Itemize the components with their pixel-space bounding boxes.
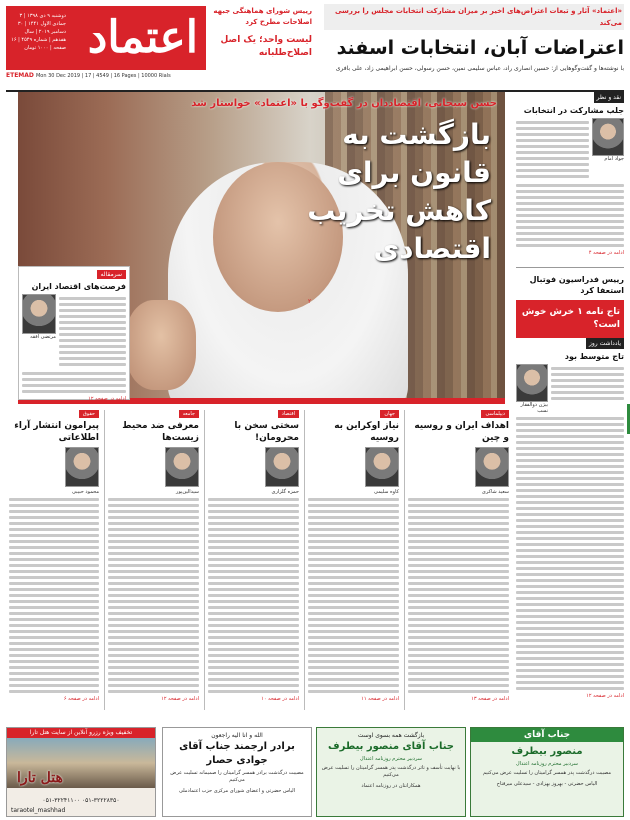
author-portrait — [365, 447, 399, 487]
latin-name: ETEMAD — [6, 72, 34, 79]
teaser-headline: لیست واحد؛ یک اصل اصلاح‌طلبانه — [220, 35, 312, 58]
notice-role: سردبیر محترم روزنامه اعتدال — [360, 756, 422, 762]
column-title: نیاز اوکراین به روسیه — [334, 421, 399, 443]
lead-contributors: با نوشته‌ها و گفت‌وگوهایی از: حسین انصاری راد، عباس سلیمی نمین، حسن رسولی، حسن ابراهیمی زاد، علی بافری — [335, 65, 624, 72]
logo-text: اعتماد — [87, 12, 198, 63]
text-lines — [208, 498, 299, 693]
author-portrait — [65, 447, 99, 487]
author-name: کاوه سلیمی — [374, 489, 399, 495]
author-name: سیدالین‌پور — [176, 489, 199, 495]
editorial-author: مرتضی افقه — [30, 334, 56, 340]
notice-opening: الله و انا الیه راجعون — [211, 732, 263, 739]
continue-link[interactable]: ادامه در صفحه ۱۰ — [261, 696, 299, 702]
continue-link[interactable]: ادامه در صفحه ۱۳ — [471, 696, 509, 702]
text-lines — [9, 498, 99, 693]
text-lines — [308, 498, 399, 693]
section-tag: یادداشت روز — [586, 338, 624, 349]
author-name: بیژن ذوالفقار نسب — [520, 402, 548, 414]
condolence-notice-3[interactable] — [470, 727, 624, 817]
condolence-notice-1[interactable] — [162, 727, 312, 817]
continue-link[interactable]: ادامه در صفحه ۱۲ — [586, 693, 624, 699]
text-lines — [22, 372, 126, 393]
section-title: جلب مشارکت در انتخابات — [523, 106, 624, 115]
column-tag: اقتصاد — [278, 410, 299, 418]
text-lines — [516, 417, 624, 690]
author-portrait — [592, 118, 624, 156]
lead-kicker: «اعتماد» آثار و تبعات اعتراض‌های اخیر بر میزان مشارکت انتخابات مجلس را بررسی می‌کند — [324, 4, 624, 30]
photo-headline: بازگشت به قانون برای کاهش تخریب اقتصادی — [307, 118, 491, 265]
issue-info: دوشنبه ۹ دی ۱۳۹۸ | ۳ جمادی الاول ۱۴۴۱ | ۳۰ دسامبر ۲۰۱۹ | سال هفدهم | شماره ۴۵۴۹ | ۱۶ صفحه | ۱۰۰۰ تومان — [11, 13, 66, 51]
author-name: سعید شاکری — [481, 489, 509, 495]
hotel-phones: ۰۵۱-۳۲۲۴۱۱۰۰ ۰۵۱-۳۲۲۲۸۳۵۰ — [42, 797, 120, 804]
section-body — [516, 118, 624, 181]
notice-text: با نهایت تأسف و تاثر درگذشت پدر همسر گرامیتان را تسلیت عرض می‌کنیم — [321, 765, 461, 778]
author-name: جواد امام — [604, 156, 624, 162]
editorial-author-block — [22, 294, 56, 369]
hotel-advert[interactable] — [6, 727, 156, 817]
editorial-tag: سرمقاله — [97, 270, 126, 279]
editorial-text — [59, 294, 126, 369]
hotel-offer: تخفیف ویژه رزرو آنلاین از سایت هتل تارا — [7, 728, 155, 738]
section-tag: نقد و نظر — [594, 92, 624, 103]
teaser-kicker: رییس شورای هماهنگی جبهه اصلاحات مطرح کرد — [213, 7, 312, 26]
notice-recipient: برادر ارجمند جناب آقای جوادی حصار — [179, 741, 295, 766]
column-title: سختی سخن با محرومان! — [234, 421, 299, 443]
notice-text: مصیبت درگذشت برادر همسر گرامیتان را صمیمانه تسلیت عرض می‌کنیم — [170, 770, 304, 783]
column-economy[interactable] — [204, 410, 302, 710]
author-portrait — [516, 364, 548, 402]
text-lines — [516, 118, 589, 181]
lower-columns — [6, 410, 512, 720]
editorial-title: فرصت‌های اقتصاد ایران — [31, 282, 126, 291]
right-column — [516, 92, 624, 732]
notice-opening: بازگشت همه بسوی اوست — [357, 732, 425, 739]
column-title: پیرامون انتشار آراء اطلاعاتی — [14, 421, 99, 443]
notice-signature: الیاس حضرتی - بهروز بهزادی - سیدعلی میرفتاح — [496, 781, 598, 787]
author-name: حمزه گلزاری — [271, 489, 299, 495]
author-portrait — [22, 294, 56, 334]
latin-meta: Mon 30 Dec 2019 | 17 | 4549 | 16 Pages | 10000 Rials — [35, 73, 171, 79]
column-tag: حقوق — [79, 410, 99, 418]
notice-signature: الیاس حضرتی و اعضای شورای مرکزی حزب اعتمادملی — [178, 788, 296, 794]
text-lines — [516, 184, 624, 247]
column-tag: جامعه — [179, 410, 199, 418]
column-title: اهداف ایران و روسیه و چین — [414, 421, 509, 443]
continue-link[interactable]: ادامه در صفحه ۴ — [588, 250, 624, 256]
section-title: رییس فدراسیون فوتبال استعفا کرد — [529, 275, 624, 295]
notice-opening: جناب آقای — [471, 728, 623, 742]
text-lines — [551, 364, 624, 414]
photo-subject-hand — [126, 300, 196, 390]
editorial-box[interactable] — [18, 266, 130, 400]
continue-link[interactable]: ادامه در صفحه ۱۲ — [161, 696, 199, 702]
hotel-name: هتل تارا — [17, 770, 63, 786]
page-reference: ۲ — [308, 298, 312, 305]
column-society[interactable] — [104, 410, 202, 710]
notice-recipient: جناب آقای منصور بیطرف — [327, 741, 454, 752]
text-lines — [108, 498, 199, 693]
condolence-notice-2[interactable] — [316, 727, 466, 817]
newspaper-logo[interactable] — [6, 6, 206, 70]
highlight-quote: تاج نامه ۱ خرش خوش است؟ — [516, 300, 624, 338]
editorial-body — [22, 294, 126, 369]
author-block — [592, 118, 624, 181]
section-body — [516, 364, 624, 414]
column-diplomacy[interactable] — [404, 410, 512, 710]
author-block — [516, 364, 548, 414]
column-tag: جهان — [380, 410, 399, 418]
notice-role: سردبیر محترم روزنامه اعتدال — [516, 761, 578, 767]
text-lines — [408, 498, 509, 693]
column-tag: دیپلماسی — [481, 410, 509, 418]
masthead — [0, 0, 630, 96]
lead-headline: اعتراضات آبان، انتخابات اسفند — [336, 37, 624, 59]
continue-link[interactable]: ادامه در صفحه ۶ — [63, 696, 99, 702]
text-lines — [59, 297, 126, 366]
masthead-teaser[interactable] — [212, 6, 312, 82]
column-world[interactable] — [304, 410, 402, 710]
continue-link[interactable]: ادامه در صفحه ۱۱ — [361, 696, 399, 702]
photo-kicker: حسن سبحانی، اقتصاددان در گفت‌وگو با «اعتماد» خواستار شد — [191, 98, 497, 109]
hotel-instagram[interactable]: taraotel_mashhad — [11, 807, 66, 814]
author-name: محمود حبیبی — [72, 489, 99, 495]
section-title: تاج متوسط بود — [564, 352, 624, 361]
author-portrait — [265, 447, 299, 487]
lead-story[interactable] — [324, 4, 624, 90]
column-title: معرفی ضد محیط زیست‌ها — [122, 421, 199, 443]
notice-text: مصیبت درگذشت پدر همسر گرامیتان را تسلیت عرض می‌کنیم — [482, 770, 612, 776]
notice-recipient: منصور بیطرف — [511, 746, 583, 757]
author-portrait — [475, 447, 509, 487]
right-section-football[interactable] — [516, 272, 624, 332]
right-section-daily-note[interactable] — [516, 338, 624, 724]
column-law[interactable] — [6, 410, 102, 710]
right-section-opinion[interactable] — [516, 92, 624, 268]
continue-link[interactable]: ادامه در صفحه ۱۲ — [88, 396, 126, 402]
notice-signature: همکارانتان در روزنامه اعتماد — [361, 783, 421, 789]
author-portrait — [165, 447, 199, 487]
